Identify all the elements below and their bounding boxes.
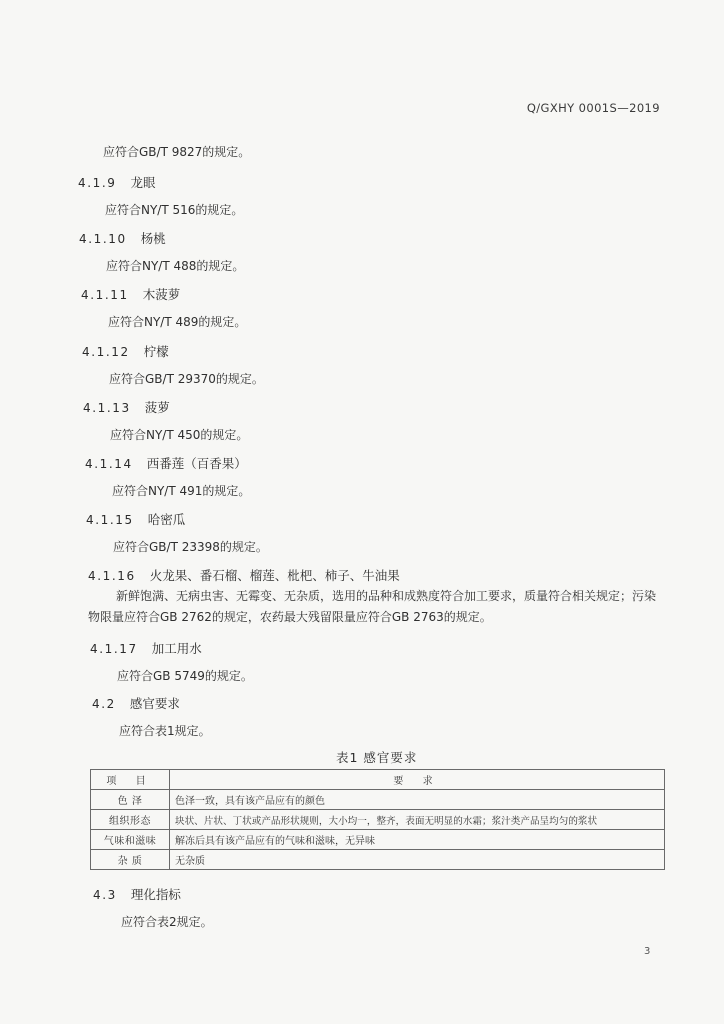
table-cell-item: 色 泽 — [91, 790, 170, 810]
table-cell-requirement: 无杂质 — [170, 850, 665, 870]
table-caption: 表1 感官要求 — [336, 750, 418, 765]
document-code: Q/GXHY 0001S—2019 — [526, 101, 660, 115]
section-heading — [81, 285, 180, 303]
section-number: 4.2 — [92, 697, 116, 711]
table-row — [91, 850, 665, 870]
section-heading — [90, 639, 202, 657]
section-title: 感官要求 — [129, 696, 180, 711]
section-heading — [88, 566, 400, 584]
table-cell-item: 气味和滋味 — [91, 830, 170, 850]
intro-line: 应符合GB/T 9827的规定。 — [103, 145, 251, 159]
section-heading — [85, 454, 247, 472]
section-title: 木菠萝 — [142, 287, 181, 302]
section-title: 西番莲（百香果） — [146, 456, 247, 471]
section-title: 理化指标 — [130, 887, 181, 902]
section-number: 4.1.13 — [83, 401, 131, 415]
table-cell-requirement: 色泽一致，具有该产品应有的颜色 — [170, 790, 665, 810]
section-title: 加工用水 — [151, 641, 202, 656]
section-heading — [86, 510, 185, 528]
section-number: 4.1.9 — [78, 176, 117, 190]
table-header-row — [91, 770, 665, 790]
section-title: 菠萝 — [144, 400, 170, 415]
section-title: 柠檬 — [143, 344, 169, 359]
table-cell-item: 杂 质 — [91, 850, 170, 870]
section-body: 应符合NY/T 489的规定。 — [108, 315, 247, 329]
table-row — [91, 810, 665, 830]
section-body: 应符合NY/T 491的规定。 — [112, 484, 251, 498]
section-number: 4.1.10 — [79, 232, 127, 246]
section-number: 4.1.16 — [88, 569, 136, 583]
section-title: 哈密瓜 — [147, 512, 186, 527]
section-title: 杨桃 — [140, 231, 166, 246]
section-body: 应符合GB/T 23398的规定。 — [113, 540, 268, 554]
section-number: 4.1.17 — [90, 642, 138, 656]
table-cell-item: 组织形态 — [91, 810, 170, 830]
section-number: 4.1.14 — [85, 457, 133, 471]
section-body: 应符合NY/T 450的规定。 — [110, 428, 249, 442]
section-heading — [79, 229, 166, 247]
table-row — [91, 790, 665, 810]
section-number: 4.3 — [93, 888, 117, 902]
sensory-requirements-table — [90, 769, 665, 870]
section-body: 应符合表2规定。 — [121, 915, 213, 929]
section-heading — [83, 398, 170, 416]
table-cell-requirement: 解冻后具有该产品应有的气味和滋味，无异味 — [170, 830, 665, 850]
section-heading — [82, 342, 169, 360]
section-title: 龙眼 — [130, 175, 156, 190]
section-number: 4.1.12 — [82, 345, 130, 359]
section-number: 4.1.15 — [86, 513, 134, 527]
section-body: 应符合GB 5749的规定。 — [117, 669, 253, 683]
page-number: 3 — [644, 946, 651, 957]
table-cell-requirement: 块状、片状、丁状或产品形状规则，大小均一，整齐，表面无明显的水霜；浆汁类产品呈均匀的浆状 — [170, 810, 665, 830]
section-heading — [93, 885, 181, 903]
table-header-requirement: 要 求 — [170, 770, 665, 790]
section-title: 火龙果、番石榴、榴莲、枇杷、柿子、牛油果 — [149, 568, 400, 583]
section-number: 4.1.11 — [81, 288, 129, 302]
table-row — [91, 830, 665, 850]
section-body: 新鲜饱满、无病虫害、无霉变、无杂质，选用的品种和成熟度符合加工要求，质量符合相关规定；污染物限量应符合GB 2762的规定，农药最大残留限量应符合GB 2763的规定。 — [88, 589, 657, 624]
section-body: 应符合NY/T 516的规定。 — [105, 203, 244, 217]
section-heading — [92, 694, 180, 712]
section-heading — [78, 173, 156, 191]
section-body: 应符合表1规定。 — [119, 724, 211, 738]
section-body: 应符合GB/T 29370的规定。 — [109, 372, 264, 386]
table-header-item: 项 目 — [91, 770, 170, 790]
section-body: 应符合NY/T 488的规定。 — [106, 259, 245, 273]
